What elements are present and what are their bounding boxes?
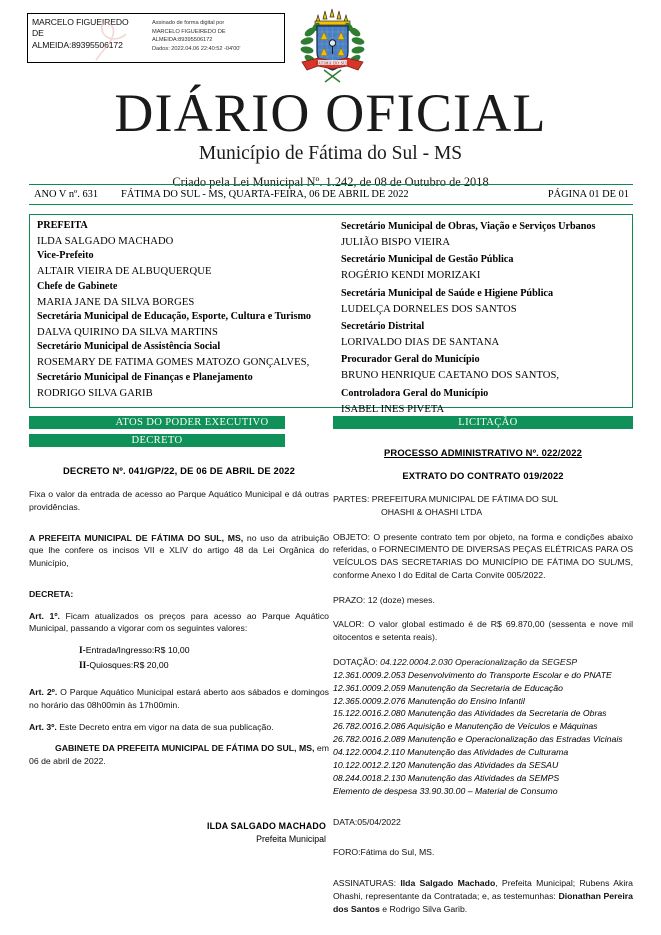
- prazo-label: PRAZO:: [333, 594, 366, 605]
- fatima-do-sul-coat-of-arms-icon: [296, 8, 368, 85]
- official-role: Vice-Prefeito: [37, 250, 94, 262]
- decree-item-i: [29, 644, 329, 659]
- dotacao-item: 08.244.0018.2.130 Manutenção das Atividades da SEMPS: [333, 772, 560, 783]
- dotacao-first-line: [333, 656, 633, 669]
- page-title: DIÁRIO OFICIAL: [114, 83, 547, 143]
- official-name: ALTAIR VIEIRA DE ALBUQUERQUE: [37, 266, 212, 278]
- foro-label: FORO:: [333, 847, 361, 858]
- official-name: MARIA JANE DA SILVA BORGES: [37, 296, 195, 308]
- official-name: DALVA QUIRINO DA SILVA MARTINS: [37, 327, 218, 339]
- assinaturas-signer-1: Ilda Salgado Machado: [396, 878, 496, 889]
- svg-text:FATIMA DO SUL: FATIMA DO SUL: [315, 61, 350, 66]
- issue-place-date: FÁTIMA DO SUL - MS, QUARTA-FEIRA, 06 DE ABRIL DE 2022: [121, 189, 409, 200]
- foro-value: Fátima do Sul, MS.: [360, 847, 435, 858]
- assinaturas-witness-2: e Rodrigo Silva Garib.: [379, 903, 468, 914]
- signature-detail-block: [148, 14, 284, 62]
- dotacao-item: 10.122.0012.2.120 Manutenção das Atividades da SESAU: [333, 759, 559, 770]
- item-ii-text: Quiosques:R$ 20,00: [89, 660, 169, 671]
- official-role: PREFEITA: [37, 220, 88, 231]
- official-name: JULIÃO BISPO VIEIRA: [341, 236, 451, 248]
- assinaturas-middle: , Prefeita Municipal; Rubens Akira Ohashi, representante da Contratada; e, as testemunhas:: [333, 878, 633, 901]
- section-header-atos: ATOS DO PODER EXECUTIVO: [29, 416, 285, 429]
- dotacao-item: 12.361.0009.2.059 Manutenção da Secretaria de Educação: [333, 682, 563, 693]
- partes-value-1: PREFEITURA MUNICIPAL DE FÁTIMA DO SUL: [369, 494, 559, 504]
- signature-name-line-1: MARCELO FIGUEIREDO: [32, 17, 129, 27]
- signature-detail-line-4: Dados: 2022.04.06 22:40:52 -04'00': [152, 45, 241, 52]
- data-value: 05/04/2022: [357, 816, 401, 827]
- dotacao-item: 26.782.0016.2.089 Manutenção e Operacionalização das Estradas Vicinais: [333, 734, 623, 745]
- masthead-law-line: Criado pela Lei Municipal Nº. 1.242, de 08 de Outubro de 2018: [172, 174, 489, 189]
- signature-name-line-3: ALMEIDA:89395506172: [32, 39, 123, 50]
- official-name: LUDELÇA DORNELES DOS SANTOS: [341, 303, 517, 315]
- valor-text: O valor global estimado é de R$ 69.870,00 (sessenta e nove mil oitocentos e setenta reais).: [333, 619, 633, 643]
- signer-role: Prefeita Municipal: [256, 833, 326, 844]
- official-role: Secretário Distrital: [341, 321, 425, 333]
- decree-signature-block: [29, 820, 329, 846]
- section-header-licitacao: LICITAÇÃO: [333, 416, 633, 429]
- official-role: Secretário Municipal de Assistência Social: [37, 341, 221, 353]
- article-2-text: O Parque Aquático Municipal estará aberto aos sábados e domingos no horário das 08h00min às 17h00min.: [29, 687, 329, 710]
- official-role: Secretária Municipal de Saúde e Higiene Pública: [341, 287, 554, 299]
- gabinete-rest: em 06 de abril de 2022.: [29, 743, 329, 767]
- assinaturas-label: ASSINATURAS:: [333, 878, 397, 889]
- item-i-text: Entrada/Ingresso:R$ 10,00: [85, 645, 190, 656]
- officials-column-right: [331, 215, 632, 415]
- masthead: [0, 83, 661, 189]
- item-ii-numeral: II-: [79, 661, 90, 672]
- assinaturas-witness-1: Dionathan Pereira dos Santos: [333, 890, 633, 914]
- section-header-decreto: DECRETO: [29, 434, 285, 447]
- decree-title: DECRETO Nº. 041/GP/22, DE 06 DE ABRIL DE 2022: [63, 465, 295, 476]
- signature-detail-line-2: MARCELO FIGUEIREDO DE: [152, 28, 226, 35]
- valor-label: VALOR:: [333, 619, 365, 630]
- signature-name-block: [28, 14, 148, 62]
- partes-label: PARTES:: [333, 494, 370, 504]
- content-column-right: [333, 416, 633, 915]
- masthead-subtitle: Município de Fátima do Sul - MS: [198, 143, 463, 165]
- dotacao-item: Elemento de despesa 33.90.30.00 – Material de Consumo: [333, 785, 558, 796]
- article-3-text: Este Decreto entra em vigor na data de sua publicação.: [56, 721, 274, 732]
- dotacao-item: 04.122.0004.2.110 Manutenção das Atividades de Culturama: [333, 747, 569, 758]
- article-3-label: Art. 3º.: [29, 721, 57, 732]
- prazo-text: 12 (doze) meses.: [365, 594, 435, 605]
- issue-info-bar: [29, 184, 633, 205]
- decree-article-3: [29, 721, 329, 734]
- assinaturas-paragraph: [333, 877, 633, 915]
- signature-name-line-2: DE: [32, 28, 44, 39]
- valor-paragraph: [333, 618, 633, 644]
- data-line: [333, 816, 633, 829]
- page-indicator: PÁGINA 01 DE 01: [547, 189, 629, 200]
- officials-column-left: [30, 215, 331, 407]
- digital-signature-stamp: [27, 13, 285, 63]
- official-role: Procurador Geral do Município: [341, 354, 480, 366]
- decree-article-2: [29, 686, 329, 712]
- officials-box: [29, 214, 633, 415]
- decree-article-1: [29, 610, 329, 636]
- partes-line-1: [333, 493, 633, 506]
- extrato-contrato-title: EXTRATO DO CONTRATO 019/2022: [402, 470, 564, 481]
- decree-gabinete: [29, 742, 329, 768]
- official-name: ROGÉRIO KENDI MORIZAKI: [341, 270, 481, 282]
- item-i-numeral: I-: [79, 646, 86, 657]
- objeto-label: OBJETO:: [333, 531, 371, 542]
- prazo-line: [333, 594, 633, 607]
- decree-ementa: Fixa o valor da entrada de acesso ao Parque Aquático Municipal e dá outras providências.: [29, 489, 329, 512]
- official-name: LORIVALDO DIAS DE SANTANA: [341, 337, 500, 349]
- signature-detail-line-3: ALMEIDA:89395506172: [152, 37, 213, 44]
- partes-line-2: [333, 506, 633, 519]
- official-name: ROSEMARY DE FATIMA GOMES MATOZO GONÇALVES,: [37, 357, 310, 369]
- official-role: Controladora Geral do Município: [341, 387, 489, 399]
- article-2-label: Art. 2º.: [29, 687, 58, 698]
- official-name: RODRIGO SILVA GARIB: [37, 387, 153, 399]
- decreta-label: [29, 588, 329, 601]
- decreta-label-text: DECRETA:: [29, 588, 74, 599]
- article-1-text: Ficam atualizados os preços para acesso ao Parque Aquático Municipal, passando a vigorar com os seguintes valores:: [29, 610, 329, 634]
- decree-item-ii: [29, 659, 329, 674]
- signer-name: ILDA SALGADO MACHADO: [206, 821, 326, 832]
- partes-value-2: OHASHI & OHASHI LTDA: [381, 506, 483, 517]
- issue-year-number: ANO V nº. 631: [34, 189, 99, 200]
- dotacao-item: 04.122.0004.2.030 Operacionalização da SEGESP: [380, 657, 578, 668]
- official-role: Secretário Municipal de Obras, Viação e Serviços Urbanos: [341, 221, 596, 232]
- dotacao-item: 12.365.0009.2.076 Manutenção do Ensino Infantil: [333, 695, 525, 706]
- official-name: ISABEL INES PIVETA: [341, 403, 445, 415]
- dotacao-label: DOTAÇÃO:: [333, 657, 378, 668]
- foro-line: [333, 846, 633, 859]
- official-role: Chefe de Gabinete: [37, 280, 118, 292]
- processo-administrativo-title: PROCESSO ADMINISTRATIVO Nº. 022/2022: [384, 447, 582, 458]
- decree-preamble-bold: A PREFEITA MUNICIPAL DE FÁTIMA DO SUL, MS,: [29, 532, 244, 543]
- official-name: ILDA SALGADO MACHADO: [37, 235, 174, 247]
- dotacao-item: 12.361.0009.2.053 Desenvolvimento do Transporte Escolar e do PNATE: [333, 669, 612, 680]
- dotacao-item: 26.782.0016.2.086 Aquisição e Manutenção de Veículos e Máquinas: [333, 721, 598, 732]
- content-column-left: [29, 416, 329, 846]
- official-role: Secretário Municipal de Gestão Pública: [341, 254, 514, 266]
- objeto-paragraph: [333, 531, 633, 582]
- article-1-label: Art. 1º.: [29, 610, 60, 621]
- official-name: BRUNO HENRIQUE CAETANO DOS SANTOS,: [341, 370, 560, 382]
- gabinete-bold: GABINETE DA PREFEITA MUNICIPAL DE FÁTIMA DO SUL, MS,: [55, 743, 315, 754]
- decree-preamble-rest: no uso da atribuição que lhe confere os incisos VII e XLIV do artigo 48 da Lei Orgânica do Município,: [29, 532, 329, 569]
- objeto-text: O presente contrato tem por objeto, na forma e condições abaixo referidas, o FORNECIMENTO DE DIVERSAS PEÇAS ELÉTRICAS PARA OS VEÍCULOS DAS SECRETARIAS DO MUNICÍPIO DE FÁTIMA DO SUL/MS, conforme Anexo I do Edital de Carta Convite 005/2022.: [333, 531, 633, 580]
- official-role: Secretário Municipal de Finanças e Planejamento: [37, 371, 253, 383]
- official-role: Secretária Municipal de Educação, Esporte, Cultura e Turismo: [37, 311, 312, 323]
- dotacao-item: 15.122.0016.2.080 Manutenção das Atividades da Secretaria de Obras: [333, 708, 607, 719]
- data-label: DATA:: [333, 816, 358, 827]
- signature-detail-line-1: Assinado de forma digital por: [152, 20, 225, 26]
- decree-preamble: [29, 532, 329, 570]
